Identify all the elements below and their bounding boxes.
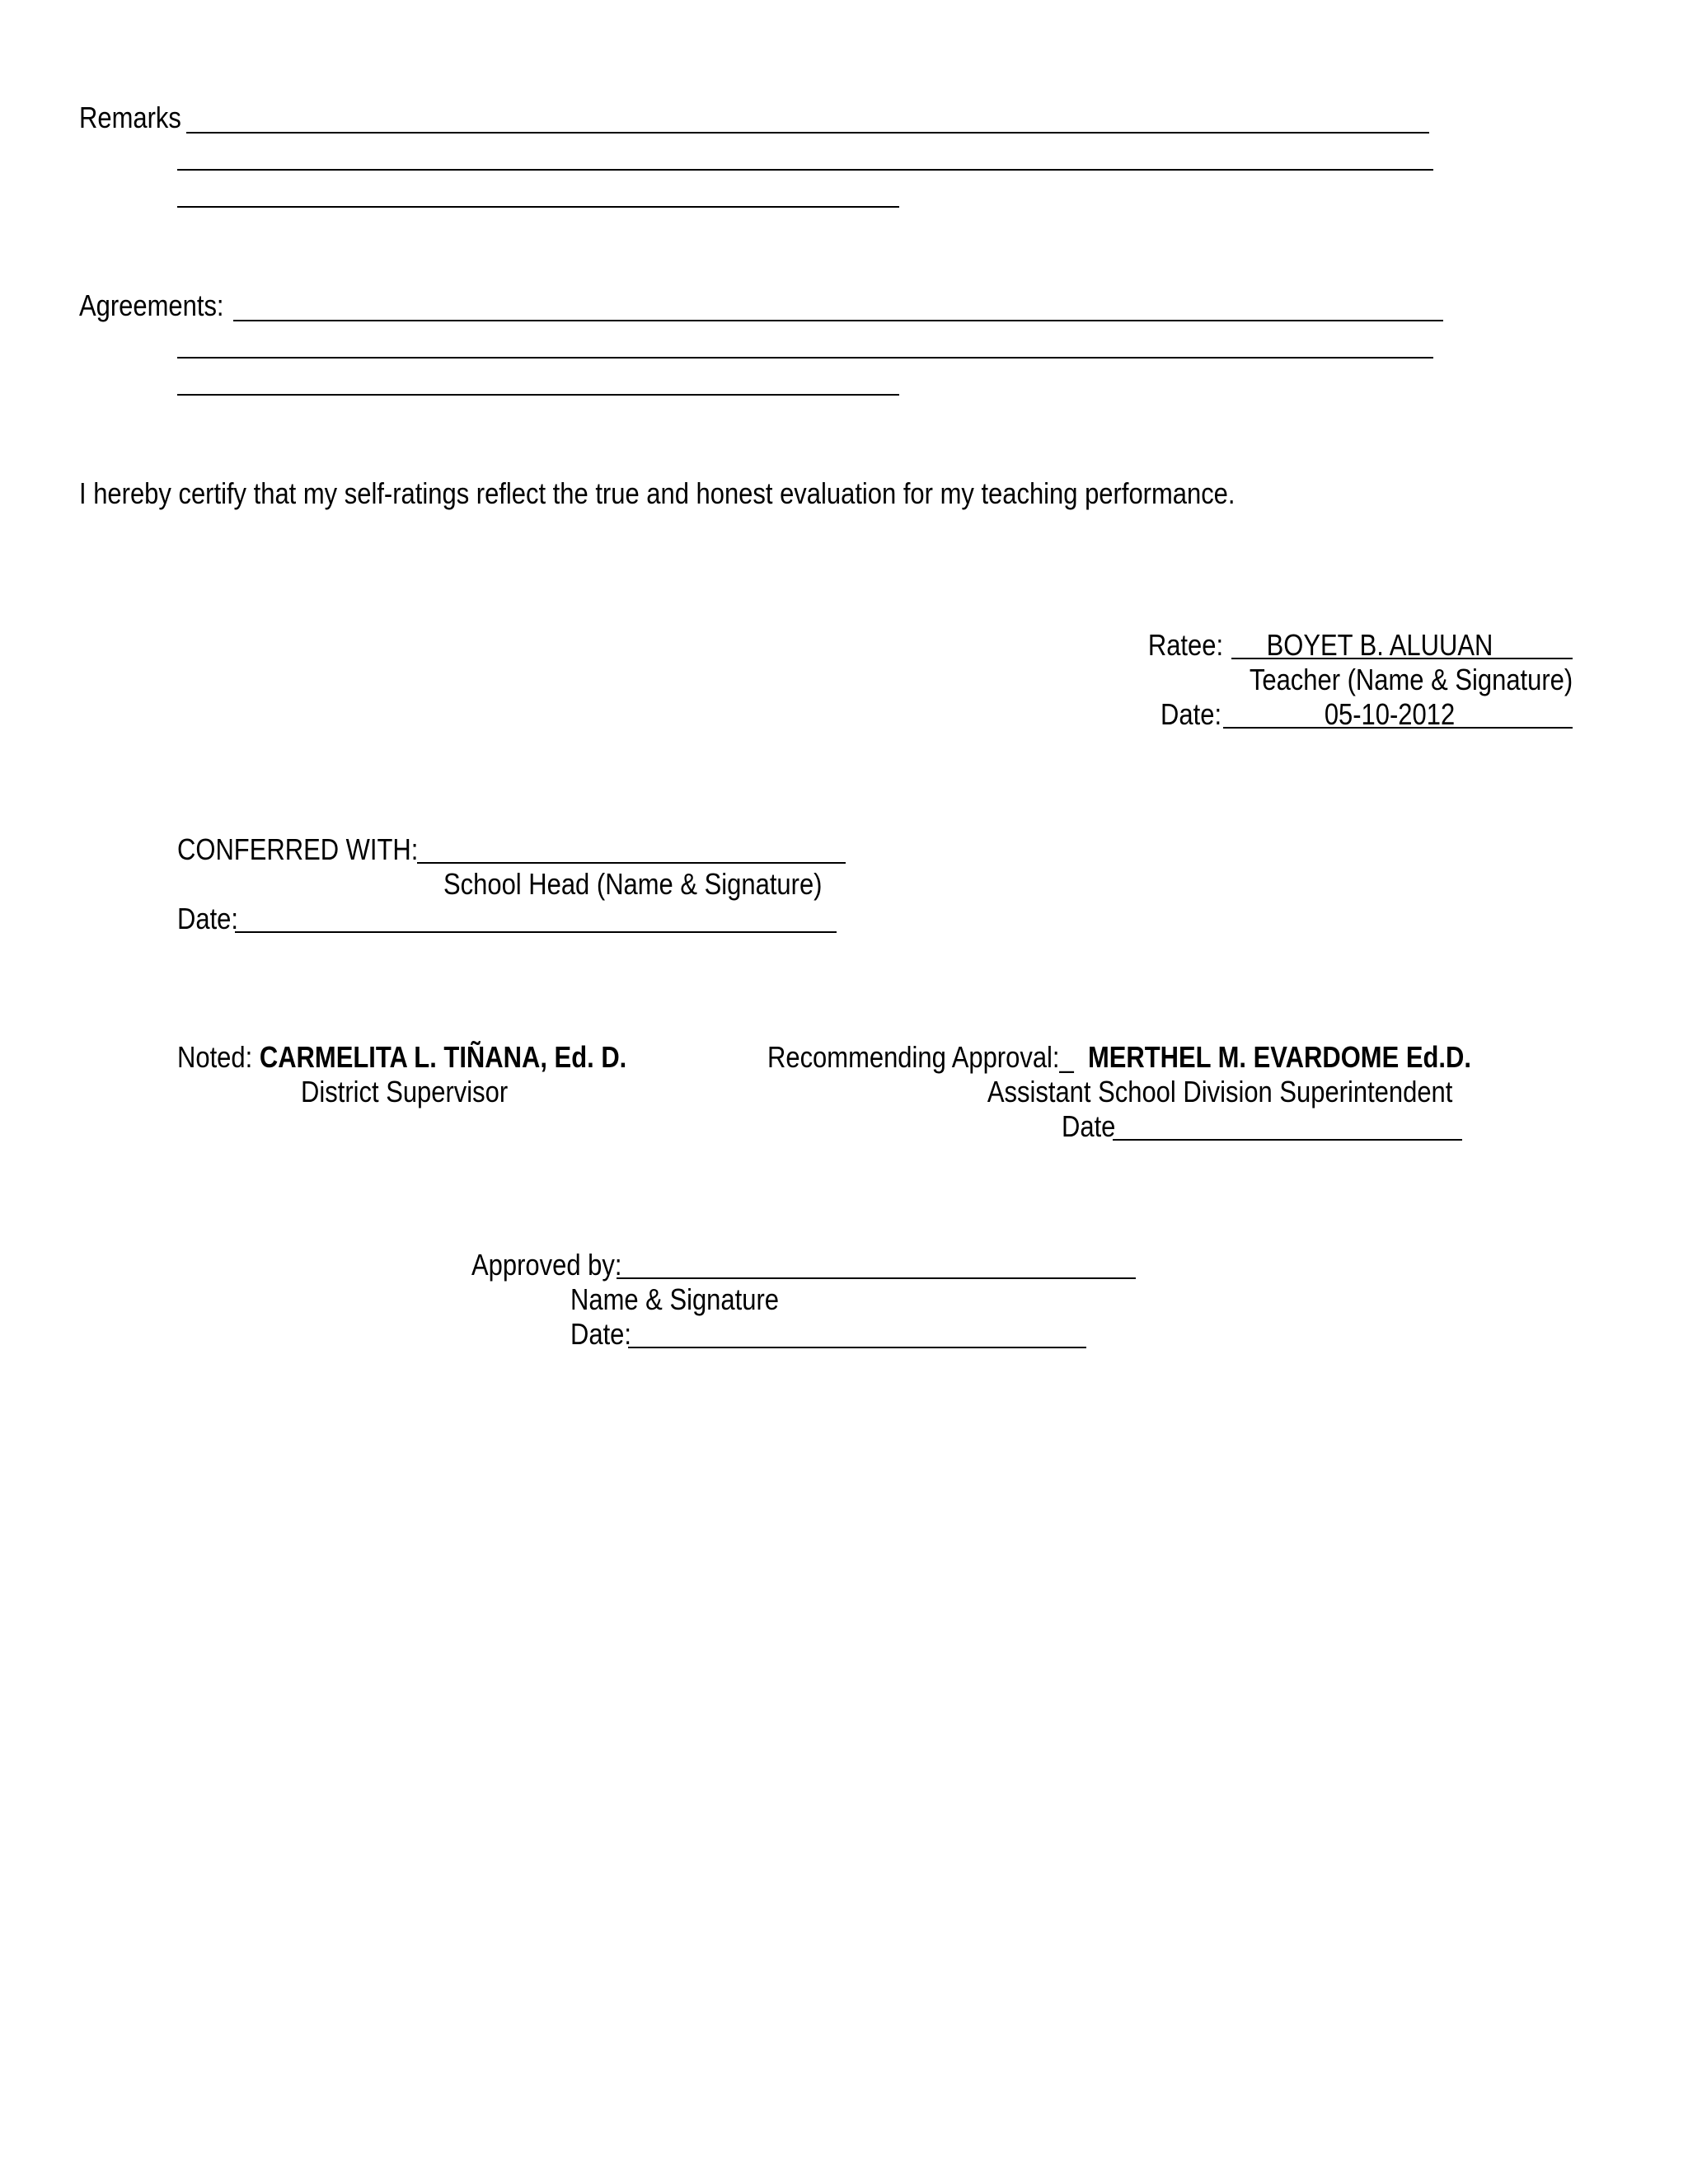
agreements-label: Agreements: — [79, 288, 224, 322]
recommending-date-label: Date — [1062, 1109, 1116, 1143]
recommending-title: Assistant School Division Superintendent — [987, 1075, 1452, 1108]
ratee-caption: Teacher (Name & Signature) — [1249, 663, 1573, 696]
remarks-line-2[interactable] — [177, 169, 1433, 171]
approved-date-label: Date: — [570, 1317, 632, 1351]
conferred-date-line[interactable] — [235, 931, 837, 933]
recommending-date-line[interactable] — [1113, 1139, 1462, 1141]
conferred-label: CONFERRED WITH: — [177, 832, 419, 866]
approved-signature-line[interactable] — [617, 1277, 1136, 1279]
approved-label: Approved by: — [471, 1248, 622, 1282]
noted-label: Noted: — [177, 1040, 253, 1074]
noted-line — [177, 1040, 626, 1075]
ratee-label: Ratee: — [1147, 628, 1223, 662]
recommending-label: Recommending Approval:_ — [767, 1040, 1074, 1074]
remarks-line-1[interactable] — [186, 132, 1429, 134]
approved-date-line[interactable] — [628, 1347, 1086, 1348]
remarks-label: Remarks — [79, 101, 181, 134]
agreements-line-2[interactable] — [177, 357, 1433, 359]
recommending-name: MERTHEL M. EVARDOME Ed.D. — [1087, 1040, 1471, 1074]
ratee-name: BOYET B. ALUUAN — [1266, 628, 1493, 662]
recommending-line — [767, 1040, 1471, 1075]
noted-title: District Supervisor — [301, 1075, 509, 1108]
conferred-signature-line[interactable] — [417, 862, 846, 864]
certification-statement: I hereby certify that my self-ratings reflect the true and honest evaluation for my teaching performance. — [79, 476, 1236, 510]
agreements-line-1[interactable] — [233, 320, 1443, 321]
conferred-caption: School Head (Name & Signature) — [443, 867, 823, 901]
agreements-line-3[interactable] — [177, 394, 899, 396]
conferred-date-label: Date: — [177, 902, 239, 935]
remarks-line-3[interactable] — [177, 206, 899, 208]
noted-name: CARMELITA L. TIÑANA, Ed. D. — [259, 1040, 627, 1074]
ratee-date-value: 05-10-2012 — [1324, 697, 1456, 731]
approved-caption: Name & Signature — [570, 1282, 779, 1316]
ratee-date-label: Date: — [1160, 697, 1221, 731]
